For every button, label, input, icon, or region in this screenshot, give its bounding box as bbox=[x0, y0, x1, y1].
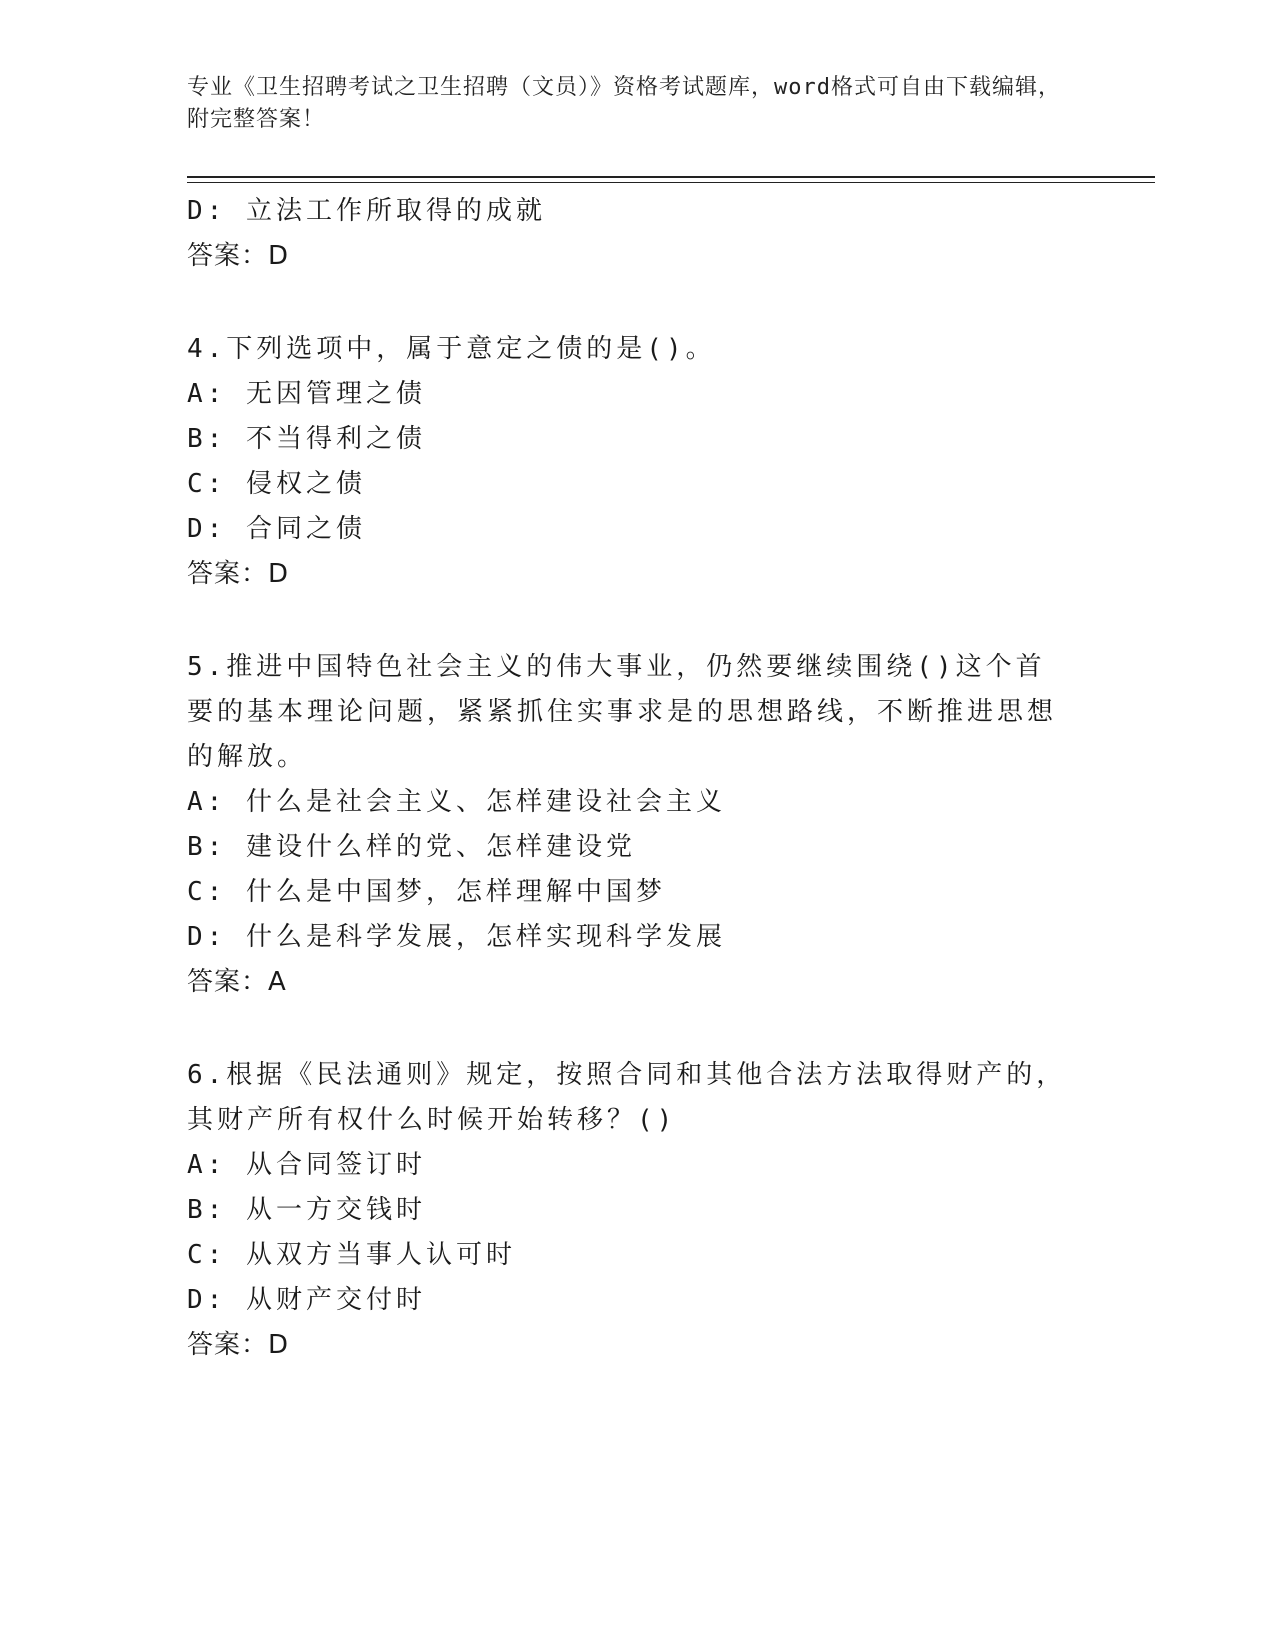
option-label: A: bbox=[187, 379, 227, 409]
option-b bbox=[187, 1188, 1067, 1233]
option-text: 从双方当事人认可时 bbox=[245, 1240, 516, 1270]
question-5 bbox=[187, 645, 1067, 1005]
option-d bbox=[187, 189, 1067, 234]
option-label: D: bbox=[187, 514, 227, 544]
question-4 bbox=[187, 327, 1067, 597]
option-text: 从一方交钱时 bbox=[245, 1195, 426, 1225]
option-label: D: bbox=[187, 196, 227, 226]
option-text: 什么是科学发展，怎样实现科学发展 bbox=[245, 922, 726, 952]
option-a bbox=[187, 1143, 1067, 1188]
option-b bbox=[187, 825, 1067, 870]
answer: 答案：D bbox=[187, 241, 290, 271]
option-label: B: bbox=[187, 424, 227, 454]
option-text: 立法工作所取得的成就 bbox=[245, 196, 546, 226]
option-a bbox=[187, 780, 1067, 825]
option-c bbox=[187, 870, 1067, 915]
question-stem: 5.推进中国特色社会主义的伟大事业，仍然要继续围绕()这个首要的基本理论问题，紧紧抓住实事求是的思想路线，不断推进思想的解放。 bbox=[187, 652, 1058, 772]
answer: 答案：D bbox=[187, 559, 290, 589]
page-header: 专业《卫生招聘考试之卫生招聘（文员）》资格考试题库，word格式可自由下载编辑，附完整答案！ bbox=[187, 75, 1061, 132]
answer: 答案：A bbox=[187, 967, 287, 997]
option-d bbox=[187, 915, 1067, 960]
option-label: A: bbox=[187, 1150, 227, 1180]
document-body bbox=[187, 189, 1067, 1368]
question-3-continued bbox=[187, 189, 1067, 279]
option-text: 什么是中国梦，怎样理解中国梦 bbox=[245, 877, 666, 907]
option-label: D: bbox=[187, 1285, 227, 1315]
option-d bbox=[187, 507, 1067, 552]
option-text: 建设什么样的党、怎样建设党 bbox=[245, 832, 636, 862]
option-c bbox=[187, 1233, 1067, 1278]
option-label: A: bbox=[187, 787, 227, 817]
option-label: B: bbox=[187, 832, 227, 862]
option-a bbox=[187, 372, 1067, 417]
option-label: B: bbox=[187, 1195, 227, 1225]
option-label: C: bbox=[187, 877, 227, 907]
option-text: 合同之债 bbox=[245, 514, 366, 544]
option-text: 不当得利之债 bbox=[245, 424, 426, 454]
option-text: 从财产交付时 bbox=[245, 1285, 426, 1315]
option-text: 从合同签订时 bbox=[245, 1150, 426, 1180]
question-6 bbox=[187, 1053, 1067, 1368]
question-stem: 6.根据《民法通则》规定，按照合同和其他合法方法取得财产的，其财产所有权什么时候开始转移？() bbox=[187, 1060, 1067, 1135]
header-divider-thin bbox=[187, 182, 1155, 183]
option-b bbox=[187, 417, 1067, 462]
option-c bbox=[187, 462, 1067, 507]
spacer bbox=[187, 279, 1067, 327]
spacer bbox=[187, 597, 1067, 645]
question-stem: 4.下列选项中，属于意定之债的是()。 bbox=[187, 334, 716, 364]
option-text: 什么是社会主义、怎样建设社会主义 bbox=[245, 787, 726, 817]
option-label: D: bbox=[187, 922, 227, 952]
option-label: C: bbox=[187, 469, 227, 499]
option-text: 无因管理之债 bbox=[245, 379, 426, 409]
answer: 答案：D bbox=[187, 1330, 290, 1360]
spacer bbox=[187, 1005, 1067, 1053]
option-d bbox=[187, 1278, 1067, 1323]
option-text: 侵权之债 bbox=[245, 469, 366, 499]
header-divider-thick bbox=[187, 176, 1155, 178]
option-label: C: bbox=[187, 1240, 227, 1270]
